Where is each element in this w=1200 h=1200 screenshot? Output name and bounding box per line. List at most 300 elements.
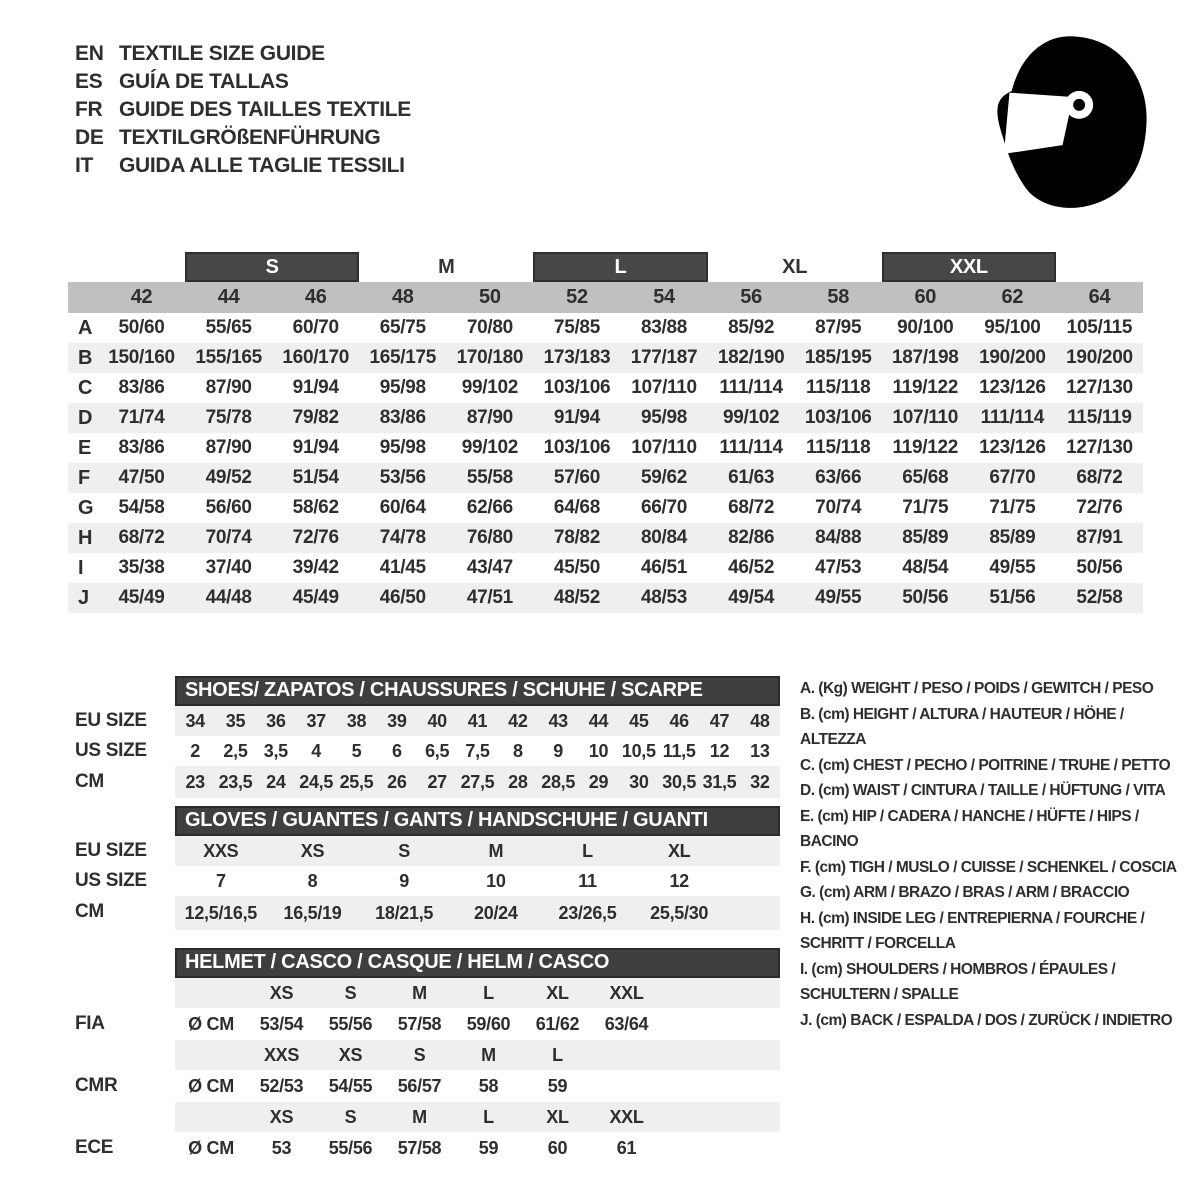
shoes-us-cell: 2 [190,740,201,761]
measure-cell: 85/89 [989,527,1036,548]
language-title: GUIDA ALLE TAGLIE TESSILI [119,154,405,177]
measure-cell: 82/86 [728,527,775,548]
measure-cell: 91/94 [553,407,600,428]
helmet-title-bar: HELMET / CASCO / CASQUE / HELM / CASCO [175,948,780,978]
language-code: FR [75,98,103,121]
measure-cell: 87/90 [205,437,252,458]
measure-cell: 41/45 [379,557,426,578]
measure-cell: 70/74 [815,497,862,518]
measure-cell: 50/56 [902,587,949,608]
gloves-row-labels [75,836,175,928]
measure-cell: 46/52 [728,557,775,578]
measure-cell: 53/56 [379,467,426,488]
measure-cell: 111/114 [980,407,1045,428]
measure-cell: 47/50 [118,467,165,488]
group-header-spacer [68,252,185,282]
shoes-eu-cell: 41 [467,710,488,731]
gloves-cm-row [175,896,780,930]
measure-cell: 68/72 [118,527,165,548]
shoes-eu-cell: 40 [427,710,447,731]
measure-cell: 79/82 [292,407,339,428]
measure-row [68,463,1143,493]
shoes-eu-cell: 44 [588,710,609,731]
measure-cell: 75/78 [205,407,252,428]
helmet-size-label: S [413,1044,426,1065]
gloves-cm-cell: 12,5/16,5 [184,902,258,923]
helmet-size-label: XL [546,982,569,1003]
shoes-eu-cell: 34 [185,710,205,731]
measure-cell: 48/52 [553,587,600,608]
gloves-eu-cell: XXS [203,840,239,861]
language-title: TEXTILGRÖßENFÜHRUNG [119,126,381,149]
language-code: ES [75,70,103,93]
measure-cell: 45/49 [292,587,339,608]
size-column-label: 58 [827,286,850,308]
measure-cell: 60/70 [292,317,339,338]
size-column-label: 62 [1001,286,1024,308]
measure-cell: 72/76 [1076,497,1123,518]
shoes-cm-cell: 24,5 [299,771,334,792]
helmet-standard-fia: FIA [75,1013,105,1034]
size-column-label: 48 [391,286,414,308]
gloves-us-cell: 10 [486,870,506,891]
measure-cell: 71/74 [118,407,165,428]
shoes-cm-cell: 28,5 [541,771,576,792]
helmet-value-cell: 52/53 [259,1075,304,1096]
measure-cell: 105/115 [1066,317,1133,338]
shoes-us-cell: 9 [553,740,564,761]
shoes-eu-cell: 42 [508,710,528,731]
helmet-value-cell: 53 [271,1137,292,1158]
shoes-eu-cell: 35 [225,710,246,731]
measure-cell: 83/86 [118,437,165,458]
helmet-size-label: S [344,1106,357,1127]
shoes-us-cell: 3,5 [263,740,288,761]
measure-cell: 62/66 [466,497,513,518]
measure-cell: 57/60 [553,467,600,488]
measure-cell: 115/118 [805,437,871,458]
measure-cell: 65/75 [379,317,426,338]
language-row [75,96,411,124]
measure-cell: 170/180 [456,347,524,368]
language-title: GUÍA DE TALLAS [119,70,289,93]
helmet-table [175,948,780,1164]
measure-cell: 99/102 [722,407,780,428]
shoes-eu-cell: 37 [306,710,326,731]
shoes-eu-cell: 39 [387,710,407,731]
helmet-size-label: XXS [263,1044,300,1065]
racing-helmet-icon [975,30,1150,220]
measure-cell: 35/38 [118,557,165,578]
shoes-eu-cell: 36 [266,710,286,731]
measure-cell: 39/42 [292,557,339,578]
measure-cell: 99/102 [461,437,519,458]
helmet-value-row [175,1070,780,1102]
measure-cell: 87/90 [466,407,513,428]
measure-cell: 55/58 [466,467,513,488]
shoes-us-cell: 13 [750,740,770,761]
shoes-cm-cell: 26 [387,771,407,792]
measure-cell: 119/122 [892,377,959,398]
measure-cell: 123/126 [979,377,1046,398]
size-group-m: M [438,256,455,278]
size-column-label: 50 [479,286,501,308]
measure-cell: 103/106 [543,437,611,458]
measure-cell: 74/78 [379,527,426,548]
shoes-us-cell: 5 [351,740,362,761]
gloves-us-cell: 7 [215,870,226,891]
measure-row [68,493,1143,523]
shoes-us-cell: 10 [588,740,609,761]
shoes-us-cell: 2,5 [223,740,248,761]
size-column-label: 52 [566,286,588,308]
shoes-us-size-label: US SIZE [75,740,147,761]
gloves-us-row [175,866,780,896]
shoes-us-cell: 11,5 [662,740,696,761]
measure-cell: 83/88 [641,317,688,338]
legend-item: A. (Kg) WEIGHT / PESO / POIDS / GEWITCH / PESO [800,680,1154,697]
measure-cell: 127/130 [1066,377,1133,398]
row-letter: C [78,376,93,399]
helmet-size-label: M [412,1106,427,1127]
gloves-eu-cell: L [582,840,593,861]
measure-cell: 177/187 [630,347,698,368]
shoes-table [175,676,780,798]
helmet-size-label: XS [338,1044,363,1065]
shoes-eu-cell: 43 [548,710,568,731]
helmet-icon-svg [975,30,1150,220]
gloves-cm-cell: 20/24 [474,902,518,923]
shoes-us-cell: 6 [391,740,402,761]
gloves-cm-cell: 23/26,5 [558,902,617,923]
size-column-label: 44 [217,286,240,308]
shoes-title-bar: SHOES/ ZAPATOS / CHAUSSURES / SCHUHE / SCARPE [175,676,780,706]
helmet-standard-cmr: CMR [75,1075,118,1096]
row-letter: F [78,466,90,489]
measure-cell: 91/94 [292,377,339,398]
helmet-standard-labels [75,978,175,1168]
helmet-size-label: M [412,982,427,1003]
shoes-cm-cell: 30,5 [662,771,697,792]
size-column-label: 64 [1088,286,1111,308]
measure-cell: 50/56 [1076,557,1123,578]
shoes-us-cell: 7,5 [465,740,490,761]
gloves-cm-cell: 25,5/30 [650,902,709,923]
shoes-cm-cell: 29 [588,771,609,792]
measure-cell: 72/76 [292,527,339,548]
measure-cell: 103/106 [543,377,611,398]
shoes-cm-cell: 28 [508,771,528,792]
measure-row [68,433,1143,463]
measure-cell: 47/53 [815,557,862,578]
measure-cell: 90/100 [897,317,954,338]
measure-cell: 111/114 [719,377,783,398]
gloves-title-bar: GLOVES / GUANTES / GANTS / HANDSCHUHE / GUANTI [175,806,780,836]
size-column-label: 56 [740,286,762,308]
helmet-value-cell: 59 [478,1137,499,1158]
size-column-label: 46 [304,286,327,308]
measure-cell: 37/40 [205,557,252,578]
measure-cell: 165/175 [369,347,437,368]
row-letter: E [78,436,92,459]
helmet-value-cell: 56/57 [397,1075,442,1096]
size-column-label: 42 [130,286,153,308]
shoes-us-cell: 6,5 [425,740,450,761]
helmet-value-cell: 53/54 [259,1013,304,1034]
textile-size-table [68,252,1143,613]
measure-row [68,403,1143,433]
measure-cell: 99/102 [461,377,519,398]
measure-cell: 46/51 [641,557,688,578]
gloves-us-cell: 11 [578,870,597,891]
gloves-us-cell: 9 [399,870,410,891]
helmet-value-cell: 60 [547,1137,568,1158]
shoes-eu-cell: 48 [750,710,770,731]
measure-cell: 49/55 [989,557,1036,578]
shoes-cm-cell: 27,5 [460,771,495,792]
helmet-value-cell: 63/64 [604,1013,649,1034]
language-code: EN [75,42,104,65]
measure-cell: 83/86 [118,377,165,398]
measure-cell: 45/49 [118,587,165,608]
language-code: IT [75,154,94,177]
shoes-cm-cell: 25,5 [339,771,374,792]
gloves-cm-cell: 18/21,5 [375,902,434,923]
measure-cell: 51/56 [989,587,1036,608]
shoes-us-cell: 4 [311,740,322,761]
measure-cell: 84/88 [815,527,862,548]
measure-row [68,553,1143,583]
helmet-size-label: XS [269,982,294,1003]
measure-cell: 61/63 [728,467,775,488]
measure-cell: 111/114 [719,437,783,458]
helmet-standard-ece: ECE [75,1137,114,1158]
helmet-value-cell: 59 [547,1075,568,1096]
measure-cell: 95/98 [641,407,688,428]
measure-cell: 107/110 [631,377,697,398]
measure-cell: 190/200 [1066,347,1133,368]
measure-row [68,343,1143,373]
measure-cell: 71/75 [989,497,1036,518]
measure-cell: 50/60 [118,317,165,338]
measure-cell: 56/60 [205,497,252,518]
measure-row [68,313,1143,343]
language-row [75,68,411,96]
helmet-value-cell: 55/56 [328,1137,373,1158]
shoes-cm-row [175,766,780,798]
shoes-us-row [175,736,780,766]
measure-cell: 75/85 [553,317,600,338]
row-letter: H [78,526,93,549]
measure-cell: 95/98 [379,377,426,398]
gloves-us-cell: 8 [307,870,318,891]
size-group-xxl: XXL [882,252,1056,282]
measure-cell: 103/106 [804,407,872,428]
helmet-table-rows [175,978,780,1164]
helmet-size-label: XXL [609,1106,644,1127]
measure-row [68,583,1143,613]
gloves-eu-row [175,836,780,866]
shoes-eu-cell: 47 [709,710,730,731]
measure-cell: 48/54 [902,557,949,578]
measure-cell: 48/53 [641,587,688,608]
measure-cell: 155/165 [195,347,262,368]
gloves-cm-cell: 16,5/19 [283,902,342,923]
language-title: TEXTILE SIZE GUIDE [119,42,325,65]
measure-cell: 60/64 [379,497,426,518]
helmet-value-cell: 61 [616,1137,637,1158]
measure-cell: 95/100 [984,317,1041,338]
measure-cell: 66/70 [641,497,688,518]
measure-cell: 46/50 [379,587,426,608]
measure-cell: 78/82 [553,527,600,548]
row-letter: J [78,586,89,609]
measure-cell: 52/58 [1076,587,1123,608]
helmet-size-row [175,1102,780,1132]
measure-cell: 43/47 [466,557,513,578]
measure-cell: 107/110 [892,407,959,428]
helmet-size-label: XS [269,1106,294,1127]
measure-cell: 80/84 [641,527,688,548]
language-code: DE [75,126,104,149]
measure-cell: 59/62 [641,467,688,488]
helmet-size-row [175,1040,780,1070]
legend-item: B. (cm) HEIGHT / ALTURA / HAUTEUR / HÖHE / ALTEZZA [800,705,1124,748]
diameter-label: Ø CM [188,1013,234,1034]
row-letter: B [78,346,93,369]
measure-cell: 54/58 [118,497,165,518]
size-column-label: 54 [653,286,675,308]
legend-item: C. (cm) CHEST / PECHO / POITRINE / TRUHE / PETTO [800,756,1171,774]
shoes-us-cell: 8 [512,740,523,761]
size-group-s: S [185,252,359,282]
measure-cell: 123/126 [979,437,1046,458]
helmet-size-label: L [483,982,494,1003]
size-group-row [68,252,1143,282]
measure-cell: 68/72 [1076,467,1123,488]
shoes-cm-cell: 27 [427,771,447,792]
shoes-cm-label: CM [75,771,104,792]
size-header-row [68,282,1143,313]
row-letter: I [78,556,84,579]
shoes-eu-cell: 45 [629,710,649,731]
measure-cell: 85/89 [902,527,949,548]
measure-cell: 67/70 [989,467,1036,488]
measure-cell: 107/110 [631,437,697,458]
measure-cell: 55/65 [205,317,252,338]
helmet-size-row [175,978,780,1008]
helmet-size-label: L [552,1044,563,1065]
gloves-table [175,806,780,930]
helmet-size-label: M [481,1044,496,1065]
measure-cell: 58/62 [292,497,339,518]
measure-cell: 71/75 [902,497,949,518]
measure-cell: 65/68 [902,467,949,488]
legend-item: F. (cm) TIGH / MUSLO / CUISSE / SCHENKEL / COSCIA [800,858,1177,876]
measure-cell: 160/170 [282,347,349,368]
size-group-xl: XL [782,256,808,278]
measure-cell: 182/190 [717,347,785,368]
measure-cell: 87/95 [815,317,862,338]
measure-cell: 91/94 [292,437,339,458]
shoes-eu-size-label: EU SIZE [75,710,147,731]
measure-cell: 173/183 [543,347,611,368]
measurement-legend [800,676,1180,1033]
legend-item: G. (cm) ARM / BRAZO / BRAS / ARM / BRACCIO [800,884,1130,901]
measure-row [68,373,1143,403]
measure-cell: 190/200 [979,347,1046,368]
measure-cell: 119/122 [892,437,959,458]
measure-cell: 49/54 [728,587,775,608]
shoes-cm-cell: 23,5 [218,771,253,792]
language-row [75,124,411,152]
measure-cell: 49/55 [815,587,862,608]
gloves-eu-cell: XS [300,840,325,861]
row-letter: G [78,496,94,519]
measure-cell: 76/80 [466,527,513,548]
measure-cell: 87/91 [1076,527,1123,548]
measure-cell: 45/50 [553,557,600,578]
legend-item: D. (cm) WAIST / CINTURA / TAILLE / HÜFTUNG / VITA [800,782,1166,799]
measure-cell: 64/68 [553,497,600,518]
helmet-size-label: L [483,1106,494,1127]
language-row [75,40,411,68]
shoes-cm-cell: 23 [185,771,205,792]
shoes-row-labels [75,706,175,798]
measure-cell: 68/72 [728,497,775,518]
shoes-eu-cell: 46 [669,710,689,731]
shoes-us-cell: 12 [709,740,730,761]
helmet-value-cell: 59/60 [466,1013,511,1034]
row-letter: A [78,316,93,339]
helmet-value-cell: 54/55 [328,1075,373,1096]
shoes-eu-row [175,706,780,736]
language-list [75,40,411,180]
measure-cell: 115/119 [1067,407,1132,428]
measure-cell: 47/51 [466,587,513,608]
measure-cell: 49/52 [205,467,252,488]
measure-cell: 70/74 [205,527,252,548]
language-row [75,152,411,180]
helmet-value-cell: 58 [478,1075,499,1096]
measure-cell: 44/48 [205,587,252,608]
helmet-value-cell: 55/56 [328,1013,373,1034]
helmet-value-row [175,1132,780,1164]
legend-item: I. (cm) SHOULDERS / HOMBROS / ÉPAULES / SCHULTERN / SPALLE [800,960,1116,1003]
measure-cell: 70/80 [466,317,513,338]
shoes-cm-cell: 30 [629,771,649,792]
row-letter: D [78,406,93,429]
gloves-eu-cell: M [488,840,504,861]
gloves-cm-label: CM [75,901,104,922]
shoes-us-cell: 10,5 [621,740,656,761]
shoes-cm-cell: 24 [266,771,286,792]
gloves-eu-cell: S [398,840,411,861]
measure-cell: 150/160 [108,347,175,368]
helmet-value-cell: 57/58 [397,1013,442,1034]
measure-cell: 51/54 [292,467,339,488]
measure-row [68,523,1143,553]
gloves-eu-cell: XL [667,840,691,861]
textile-table-body [68,313,1143,613]
measure-cell: 85/92 [728,317,775,338]
language-title: GUIDE DES TAILLES TEXTILE [119,98,411,121]
diameter-label: Ø CM [188,1137,234,1158]
measure-cell: 87/90 [205,377,252,398]
measure-cell: 185/195 [804,347,872,368]
shoes-eu-cell: 38 [346,710,367,731]
diameter-label: Ø CM [188,1075,234,1096]
